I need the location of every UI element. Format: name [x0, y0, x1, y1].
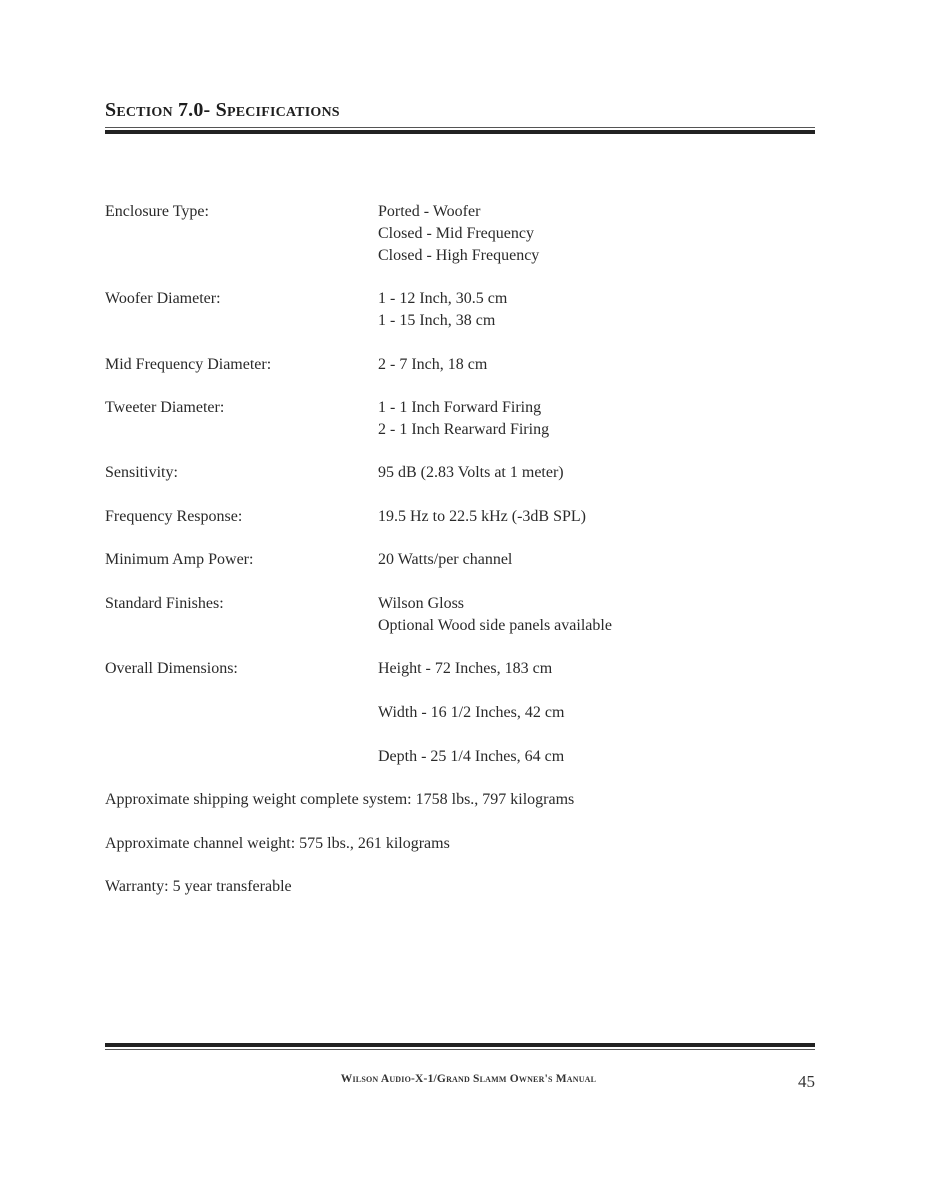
- footer-rule-thick: [105, 1043, 815, 1047]
- spec-label: Sensitivity:: [105, 464, 178, 481]
- note-shipping-weight: Approximate shipping weight complete system: 1758 lbs., 797 kilograms: [105, 791, 575, 808]
- spec-value: 2 - 1 Inch Rearward Firing: [378, 421, 550, 438]
- section-title: Section 7.0- Specifications: [105, 99, 340, 121]
- spec-value: Closed - High Frequency: [378, 247, 540, 264]
- spec-values: [378, 549, 512, 571]
- header-rule-thick: [105, 130, 815, 134]
- page-number: 45: [798, 1072, 815, 1091]
- spec-values: [378, 354, 487, 376]
- spec-value: 19.5 Hz to 22.5 kHz (-3dB SPL): [378, 508, 586, 525]
- spec-values: [378, 658, 564, 768]
- spec-value: Width - 16 1/2 Inches, 42 cm: [378, 704, 565, 721]
- spec-value: 1 - 15 Inch, 38 cm: [378, 312, 496, 329]
- spec-value: 2 - 7 Inch, 18 cm: [378, 356, 488, 373]
- spec-label: Minimum Amp Power:: [105, 551, 254, 568]
- header-rule-thin: [105, 127, 815, 128]
- spec-value: 20 Watts/per channel: [378, 551, 513, 568]
- spec-value: Height - 72 Inches, 183 cm: [378, 660, 553, 677]
- spec-label: Mid Frequency Diameter:: [105, 356, 272, 373]
- spec-values: [378, 462, 564, 484]
- spec-values: [378, 201, 539, 267]
- spec-value: Closed - Mid Frequency: [378, 225, 534, 242]
- spec-values: [378, 506, 586, 528]
- note-channel-weight: Approximate channel weight: 575 lbs., 261 kilograms: [105, 835, 450, 852]
- spec-label: Enclosure Type:: [105, 203, 209, 220]
- spec-label: Frequency Response:: [105, 508, 243, 525]
- spec-label: Standard Finishes:: [105, 595, 224, 612]
- footer-title: Wilson Audio-X-1/Grand Slamm Owner's Manual: [340, 1073, 597, 1085]
- footer-rule-thin: [105, 1049, 815, 1050]
- spec-label: Overall Dimensions:: [105, 660, 238, 677]
- spec-value: 1 - 12 Inch, 30.5 cm: [378, 290, 508, 307]
- spec-value: 1 - 1 Inch Forward Firing: [378, 399, 542, 416]
- spec-values: [378, 288, 507, 332]
- spec-value: Depth - 25 1/4 Inches, 64 cm: [378, 748, 565, 765]
- spec-value: 95 dB (2.83 Volts at 1 meter): [378, 464, 564, 481]
- spec-values: [378, 593, 612, 637]
- spec-values: [378, 397, 549, 441]
- spec-label: Woofer Diameter:: [105, 290, 221, 307]
- spec-label: Tweeter Diameter:: [105, 399, 225, 416]
- spec-value: Ported - Woofer: [378, 203, 481, 220]
- spec-value: Optional Wood side panels available: [378, 617, 612, 634]
- spec-value: Wilson Gloss: [378, 595, 465, 612]
- note-warranty: Warranty: 5 year transferable: [105, 878, 292, 895]
